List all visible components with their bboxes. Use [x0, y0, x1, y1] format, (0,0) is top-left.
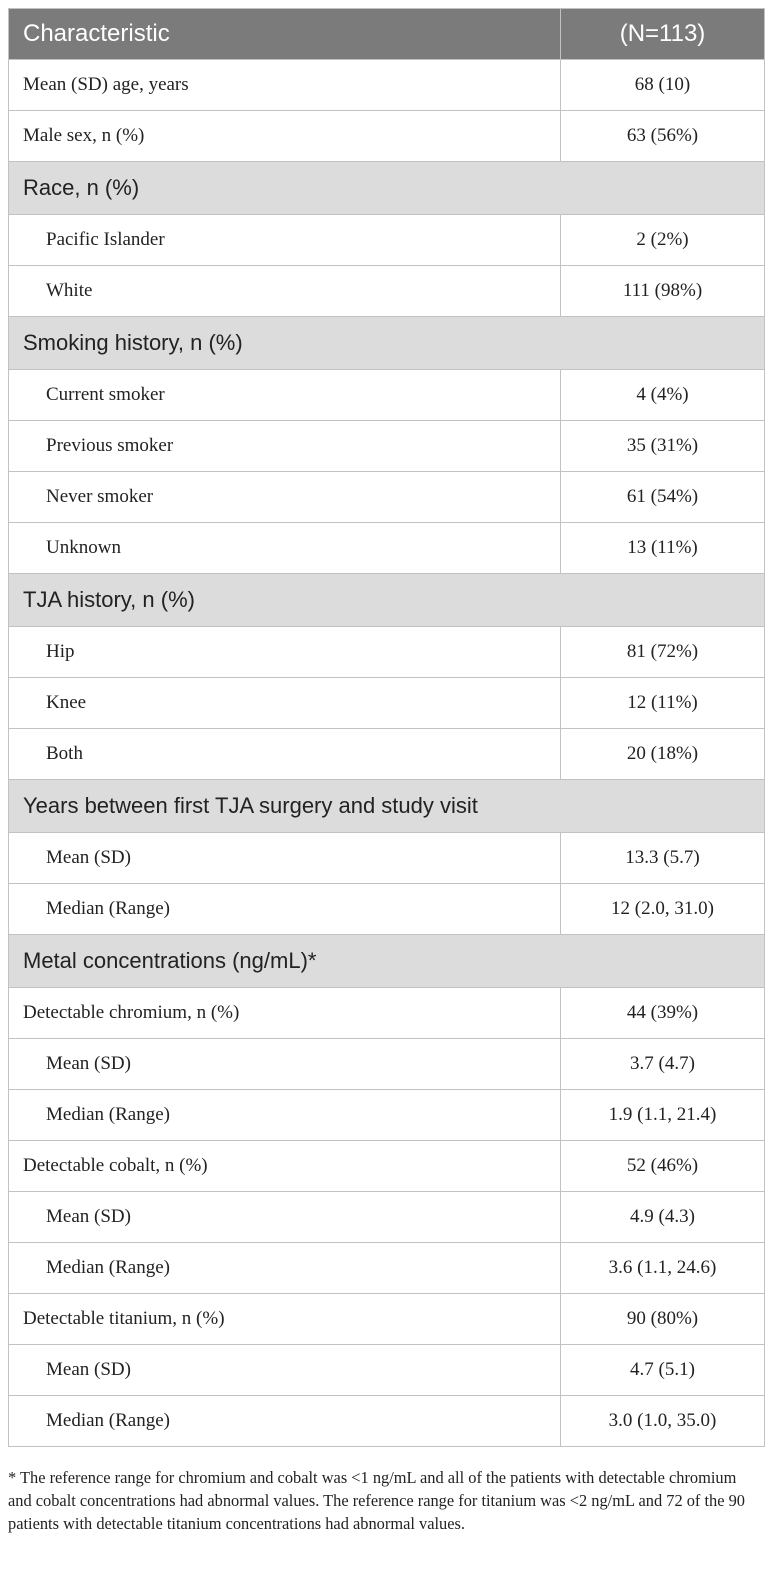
table-row	[9, 678, 765, 729]
table-row	[9, 523, 765, 574]
section-header-row	[9, 935, 765, 988]
row-value: 68 (10)	[561, 60, 765, 111]
table-row	[9, 1141, 765, 1192]
row-value: 111 (98%)	[561, 266, 765, 317]
table-row	[9, 370, 765, 421]
table-row	[9, 1243, 765, 1294]
row-label: Current smoker	[9, 370, 561, 421]
row-label: Knee	[9, 678, 561, 729]
row-label: Detectable chromium, n (%)	[9, 988, 561, 1039]
row-value: 12 (2.0, 31.0)	[561, 884, 765, 935]
row-value: 3.7 (4.7)	[561, 1039, 765, 1090]
row-value: 3.6 (1.1, 24.6)	[561, 1243, 765, 1294]
row-value: 61 (54%)	[561, 472, 765, 523]
section-label: TJA history, n (%)	[9, 574, 765, 627]
row-label: Mean (SD)	[9, 1192, 561, 1243]
header-n: (N=113)	[561, 9, 765, 60]
row-value: 81 (72%)	[561, 627, 765, 678]
row-label: Mean (SD) age, years	[9, 60, 561, 111]
row-label: Mean (SD)	[9, 833, 561, 884]
section-header-row	[9, 317, 765, 370]
row-label: Both	[9, 729, 561, 780]
row-value: 13 (11%)	[561, 523, 765, 574]
section-label: Race, n (%)	[9, 162, 765, 215]
table-row	[9, 1090, 765, 1141]
characteristics-table	[8, 8, 765, 1447]
table-row	[9, 1294, 765, 1345]
row-value: 12 (11%)	[561, 678, 765, 729]
row-value: 35 (31%)	[561, 421, 765, 472]
row-label: Never smoker	[9, 472, 561, 523]
table-row	[9, 884, 765, 935]
table-body	[9, 60, 765, 1447]
table-row	[9, 472, 765, 523]
row-label: Median (Range)	[9, 1396, 561, 1447]
table-row	[9, 1396, 765, 1447]
table-row	[9, 1192, 765, 1243]
row-value: 2 (2%)	[561, 215, 765, 266]
row-value: 4.9 (4.3)	[561, 1192, 765, 1243]
table-row	[9, 421, 765, 472]
header-characteristic: Characteristic	[9, 9, 561, 60]
table-row	[9, 60, 765, 111]
table-row	[9, 1039, 765, 1090]
row-value: 63 (56%)	[561, 111, 765, 162]
section-label: Smoking history, n (%)	[9, 317, 765, 370]
row-label: Unknown	[9, 523, 561, 574]
row-label: Previous smoker	[9, 421, 561, 472]
row-value: 1.9 (1.1, 21.4)	[561, 1090, 765, 1141]
table-row	[9, 729, 765, 780]
table-header-row	[9, 9, 765, 60]
row-label: Mean (SD)	[9, 1345, 561, 1396]
row-label: White	[9, 266, 561, 317]
section-label: Years between first TJA surgery and study visit	[9, 780, 765, 833]
row-value: 52 (46%)	[561, 1141, 765, 1192]
row-value: 90 (80%)	[561, 1294, 765, 1345]
row-label: Pacific Islander	[9, 215, 561, 266]
section-header-row	[9, 574, 765, 627]
row-value: 4.7 (5.1)	[561, 1345, 765, 1396]
section-header-row	[9, 162, 765, 215]
row-value: 4 (4%)	[561, 370, 765, 421]
section-label: Metal concentrations (ng/mL)*	[9, 935, 765, 988]
row-value: 3.0 (1.0, 35.0)	[561, 1396, 765, 1447]
footnote: * The reference range for chromium and cobalt was <1 ng/mL and all of the patients with detectable chromium and cobalt concentrations had abnormal values. The reference range for titanium was <2 ng/mL and 72 of the 90 patients with detectable titanium concentrations had abnormal values.	[8, 1468, 746, 1533]
table-row	[9, 111, 765, 162]
row-value: 20 (18%)	[561, 729, 765, 780]
table-row	[9, 266, 765, 317]
row-label: Detectable titanium, n (%)	[9, 1294, 561, 1345]
table-row	[9, 833, 765, 884]
row-label: Detectable cobalt, n (%)	[9, 1141, 561, 1192]
row-label: Median (Range)	[9, 884, 561, 935]
row-label: Median (Range)	[9, 1243, 561, 1294]
row-label: Hip	[9, 627, 561, 678]
table-row	[9, 1345, 765, 1396]
row-value: 44 (39%)	[561, 988, 765, 1039]
row-label: Mean (SD)	[9, 1039, 561, 1090]
section-header-row	[9, 780, 765, 833]
row-label: Male sex, n (%)	[9, 111, 561, 162]
table-row	[9, 215, 765, 266]
table-row	[9, 627, 765, 678]
table-row	[9, 988, 765, 1039]
row-value: 13.3 (5.7)	[561, 833, 765, 884]
row-label: Median (Range)	[9, 1090, 561, 1141]
